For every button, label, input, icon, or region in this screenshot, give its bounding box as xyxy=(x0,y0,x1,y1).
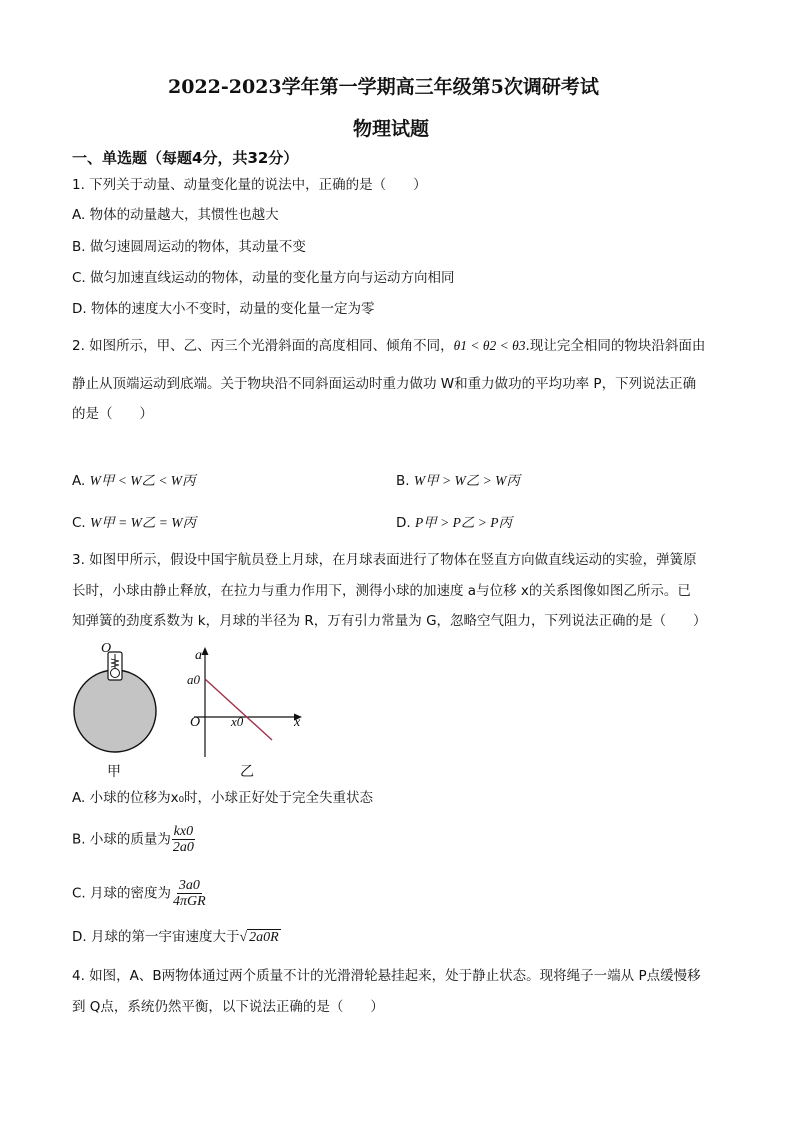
q3-stem-line3: 知弹簧的劲度系数为 k，月球的半径为 R，万有引力常量为 G，忽略空气阻力，下列说法正确的是（ ） xyxy=(72,613,707,629)
q1-option-b: B. 做匀速圆周运动的物体，其动量不变 xyxy=(72,239,306,255)
exam-title: 2022-2023学年第一学期高三年级第5次调研考试 xyxy=(168,76,599,98)
q4-stem-line1: 4. 如图，A、B两物体通过两个质量不计的光滑滑轮悬挂起来，处于静止状态。现将绳子一端从 P点缓慢移 xyxy=(72,968,701,984)
q3-option-d xyxy=(72,928,281,947)
graph-label-origin: O xyxy=(190,715,201,730)
q3-option-c-num: 3a0 xyxy=(178,878,200,893)
q3-option-b-num: kx0 xyxy=(173,824,194,839)
q2-option-b-expr: W甲 > W乙 > W丙 xyxy=(413,473,520,488)
q3-stem-line2: 长时，小球由静止释放，在拉力与重力作用下，测得小球的加速度 a与位移 x的关系图像如图乙所示。已 xyxy=(72,583,691,599)
q2-stem-line3: 的是（ ） xyxy=(72,406,153,422)
q3-option-c xyxy=(72,878,208,909)
q2-option-c-expr: W甲 = W乙 = W丙 xyxy=(90,515,196,530)
q2-stem-line2: 静止从顶端运动到底端。关于物块沿不同斜面运动时重力做功 W和重力做功的平均功率 P，下列说法正确 xyxy=(72,376,697,392)
q3-option-c-text: C. 月球的密度为 xyxy=(72,885,172,902)
q3-option-a: A. 小球的位移为x₀时，小球正好处于完全失重状态 xyxy=(72,790,373,806)
q3-option-c-fraction xyxy=(171,878,208,909)
q1-stem: 1. 下列关于动量、动量变化量的说法中，正确的是（ ） xyxy=(72,177,427,193)
q2-option-b xyxy=(396,472,520,490)
q2-option-d-expr: P甲 > P乙 > P丙 xyxy=(414,515,512,530)
graph-label-a0: a0 xyxy=(187,672,200,687)
graph-line xyxy=(205,679,272,740)
q2-option-d-label: D. xyxy=(396,515,411,531)
graph-y-arrow xyxy=(202,647,209,655)
q3-option-b-den: 2a0 xyxy=(172,840,194,855)
q2-stem-part2: .现让完全相同的物块沿斜面由 xyxy=(525,338,706,354)
graph-label-x0: x0 xyxy=(231,714,244,729)
q1-option-a: A. 物体的动量越大，其惯性也越大 xyxy=(72,207,279,223)
q2-option-d xyxy=(396,514,512,532)
q3-option-c-den: 4πGR xyxy=(173,894,206,909)
q2-option-c-label: C. xyxy=(72,515,86,531)
moon-circle xyxy=(74,670,156,752)
q3-figures xyxy=(66,635,316,785)
q3-stem-line1: 3. 如图甲所示，假设中国宇航员登上月球，在月球表面进行了物体在竖直方向做直线运动的实验，弹簧原 xyxy=(72,552,697,568)
spring-ball xyxy=(111,669,120,678)
q2-stem-part1: 2. 如图所示，甲、乙、丙三个光滑斜面的高度相同、倾角不同， xyxy=(72,338,454,354)
q3-option-b-fraction xyxy=(171,824,196,855)
q2-option-a-expr: W甲 < W乙 < W丙 xyxy=(89,473,196,488)
q3-option-b-text: B. 小球的质量为 xyxy=(72,831,171,848)
graph-label-a: a xyxy=(195,648,202,663)
q3-option-b xyxy=(72,824,196,855)
q4-stem-line2: 到 Q点，系统仍然平衡，以下说法正确的是（ ） xyxy=(72,999,384,1015)
q2-option-c xyxy=(72,514,196,532)
q3-option-d-text: D. 月球的第一宇宙速度大于 xyxy=(72,929,240,945)
q1-option-d: D. 物体的速度大小不变时，动量的变化量一定为零 xyxy=(72,301,375,317)
q1-option-c: C. 做匀加速直线运动的物体，动量的变化量方向与运动方向相同 xyxy=(72,270,455,286)
fig-label-o: O xyxy=(101,641,112,656)
q3-option-d-sqrt: √ 2a0R xyxy=(239,930,279,945)
fig-caption-left: 甲 xyxy=(107,764,121,780)
q2-stem-line1 xyxy=(72,337,705,355)
q2-theta-relation: θ1 < θ2 < θ3 xyxy=(453,338,526,353)
q3-option-d-radicand: 2a0R xyxy=(249,930,279,945)
q2-option-b-label: B. xyxy=(396,473,410,489)
fig-caption-right: 乙 xyxy=(240,764,254,780)
graph-label-x: x xyxy=(294,715,301,730)
subject-title: 物理试题 xyxy=(353,118,430,140)
q2-option-a-label: A. xyxy=(72,473,86,489)
section-heading-single-choice: 一、单选题（每题4分，共32分） xyxy=(72,149,299,167)
q2-option-a xyxy=(72,472,196,490)
